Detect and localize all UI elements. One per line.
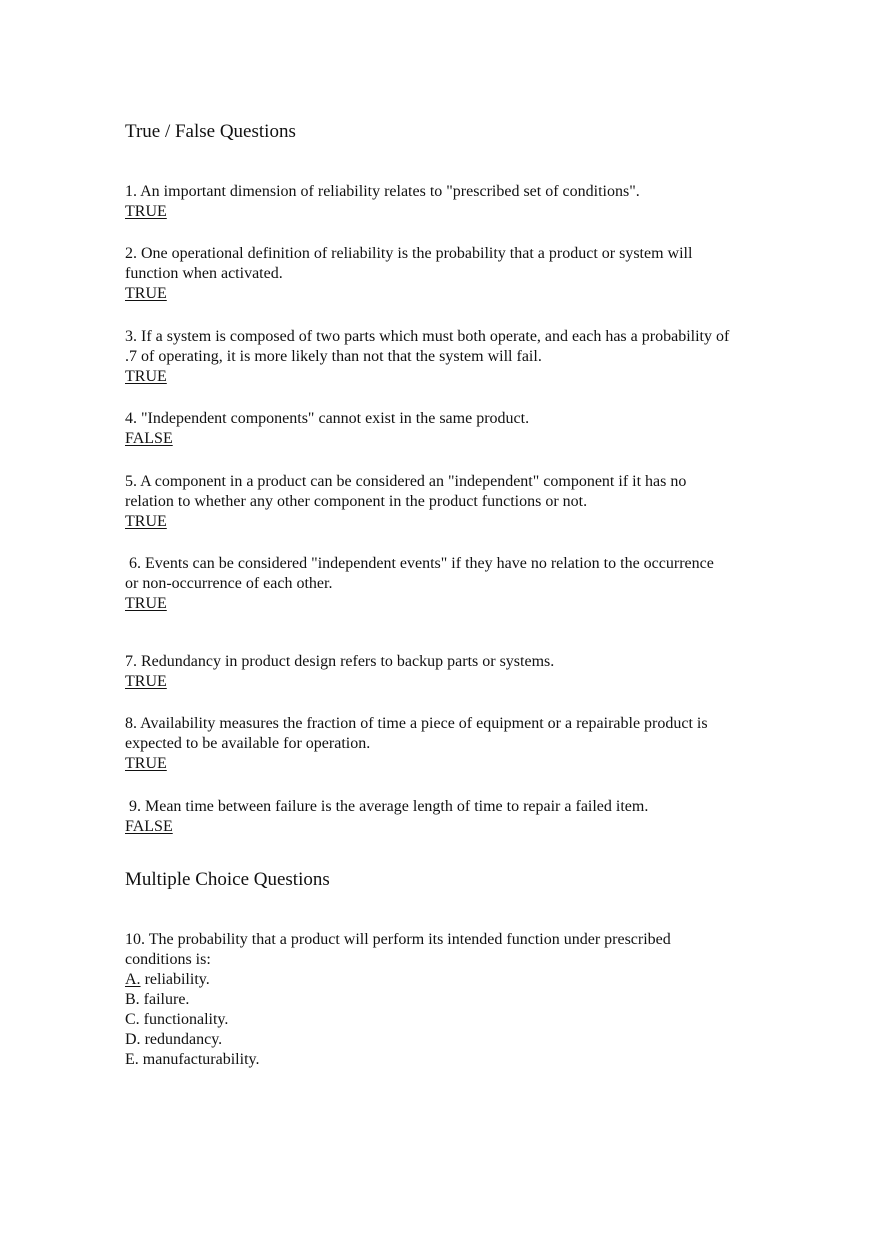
question-text: 4. "Independent components" cannot exist in the same product. [125,410,530,427]
option-letter: D. [125,1031,141,1048]
question-text: 6. Events can be considered "independent events" if they have no relation to the occurrence or non-occurrence of each other. [125,555,714,592]
option-b [125,990,795,1010]
question-text: 9. Mean time between failure is the average length of time to repair a failed item. [125,798,649,815]
question-5 [125,472,795,532]
answer-label: TRUE [125,513,167,530]
question-text: 3. If a system is composed of two parts which must both operate, and each has a probability of .7 of operating, it is more likely than not that the system will fail. [125,328,730,365]
answer-label: TRUE [125,285,167,302]
option-c [125,1010,795,1030]
true-false-heading: True / False Questions [125,121,296,142]
question-3 [125,327,795,387]
question-text: 5. A component in a product can be considered an "independent" component if it has no relation to whether any other component in the product functions or not. [125,473,687,510]
question-1 [125,182,795,222]
option-text: reliability. [140,971,210,988]
question-2 [125,244,795,304]
answer-label: TRUE [125,368,167,385]
answer-label: TRUE [125,595,167,612]
option-e [125,1050,795,1070]
question-text: 1. An important dimension of reliability relates to "prescribed set of conditions". [125,183,640,200]
question-text: 7. Redundancy in product design refers to backup parts or systems. [125,653,555,670]
question-4 [125,409,795,449]
option-text: failure. [139,991,190,1008]
answer-label: FALSE [125,818,173,835]
answer-label: TRUE [125,755,167,772]
option-letter: E. [125,1051,139,1068]
multiple-choice-heading: Multiple Choice Questions [125,869,330,890]
answer-label: TRUE [125,203,167,220]
question-8 [125,714,795,774]
question-text: 2. One operational definition of reliability is the probability that a product or system will function when activated. [125,245,693,282]
option-text: functionality. [139,1011,229,1028]
answer-label: FALSE [125,430,173,447]
question-9 [125,797,795,837]
option-letter: C. [125,1011,140,1028]
question-text: 10. The probability that a product will perform its intended function under prescribed conditions is: [125,931,671,968]
answer-label: TRUE [125,673,167,690]
option-text: redundancy. [140,1031,223,1048]
option-a [125,970,795,990]
option-letter-correct: A. [125,971,141,988]
option-d [125,1030,795,1050]
question-10 [125,930,795,1070]
option-text: manufacturability. [138,1051,260,1068]
question-6 [125,554,795,614]
question-7 [125,652,795,692]
question-text: 8. Availability measures the fraction of time a piece of equipment or a repairable product is expected to be available for operation. [125,715,708,752]
option-letter: B. [125,991,140,1008]
